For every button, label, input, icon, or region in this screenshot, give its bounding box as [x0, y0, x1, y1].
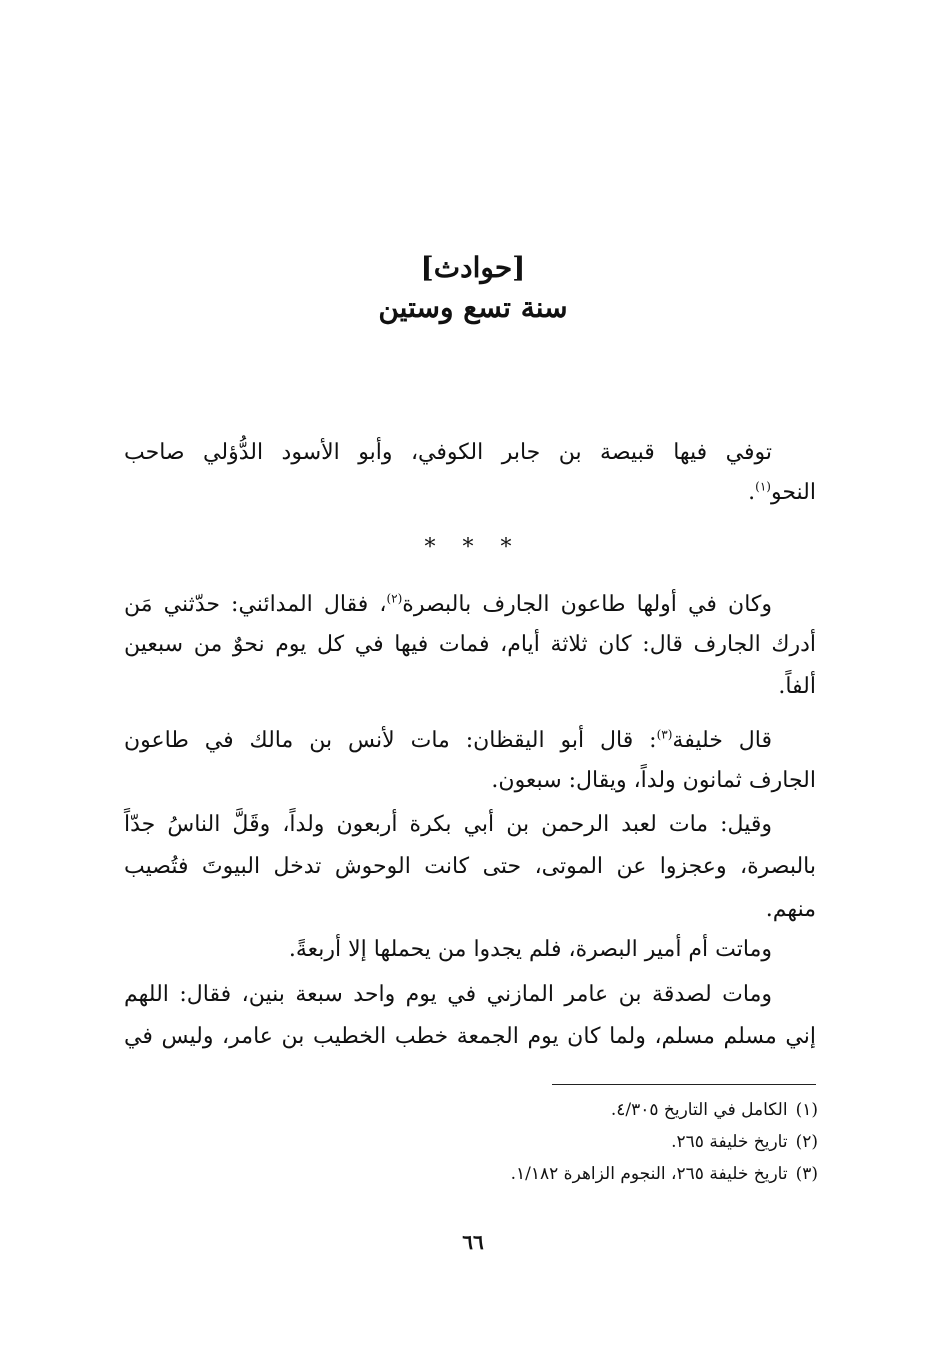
footnote-ref-1: (١)	[755, 479, 771, 494]
para1-line2-text: النحو	[770, 480, 816, 505]
para4-line1: وقيل: مات لعبد الرحمن بن أبي بكرة أربعون ولداً، وقَلَّ الناسُ جدّاً	[124, 812, 772, 837]
para5-line1: وماتت أم أمير البصرة، فلم يجدوا من يحملها إلا أربعةً.	[288, 937, 772, 962]
para3-line1	[124, 726, 816, 756]
footnote-3	[300, 1162, 818, 1186]
para2-line1-b: ، فقال المدائني: حدّثني مَن	[124, 592, 387, 617]
footnote-3-number: (٣)	[795, 1164, 818, 1184]
para6-line2: إني مسلم مسلم، ولما كان يوم الجمعة خطب الخطيب بن عامر، وليس في	[124, 1024, 816, 1049]
para3-line2: الجارف ثمانون ولداً، ويقال: سبعون.	[491, 768, 816, 793]
footnote-2-number: (٢)	[795, 1132, 818, 1152]
footnote-1	[300, 1098, 818, 1122]
para2-line3: ألفاً.	[778, 674, 816, 699]
footnote-ref-2: (٢)	[386, 591, 403, 606]
footnote-2	[300, 1130, 818, 1154]
para3-line1-a: قال خليفة	[672, 728, 772, 753]
footnote-1-text: الكامل في التاريخ ٤/٣٠٥.	[610, 1100, 788, 1120]
para1-line2-end: .	[748, 480, 756, 505]
year-heading: سنة تسع وستين	[378, 291, 568, 324]
footnote-ref-3: (٣)	[656, 727, 673, 742]
para4-line2: بالبصرة، وعجزوا عن الموتى، حتى كانت الوحوش تدخل البيوتَ فتُصيب	[124, 854, 816, 879]
para2-line1-a: وكان في أولها طاعون الجارف بالبصرة	[402, 592, 772, 617]
para3-line1-b: : قال أبو اليقظان: مات لأنس بن مالك في طاعون	[124, 728, 657, 753]
para2-line1	[124, 590, 816, 620]
footnote-divider	[552, 1084, 816, 1085]
footnote-2-text: تاريخ خليفة ٢٦٥.	[671, 1132, 788, 1152]
para1-line2	[124, 478, 816, 508]
para6-line1: ومات لصدقة بن عامر المازني في يوم واحد سبعة بنين، فقال: اللهم	[124, 982, 772, 1007]
footnote-1-number: (١)	[795, 1100, 818, 1120]
section-separator: * * *	[424, 535, 522, 560]
footnote-3-text: تاريخ خليفة ٢٦٥، النجوم الزاهرة ١/١٨٢.	[510, 1164, 788, 1184]
page-number: ٦٦	[462, 1230, 484, 1254]
para4-line3: منهم.	[765, 897, 816, 922]
para1-line1: توفي فيها قبيصة بن جابر الكوفي، وأبو الأسود الدُّؤلي صاحب	[124, 440, 772, 465]
section-heading: [حوادث]	[420, 251, 526, 284]
para2-line2: أدرك الجارف قال: كان ثلاثة أيام، فمات فيها في كل يوم نحوٌ من سبعين	[124, 632, 816, 657]
